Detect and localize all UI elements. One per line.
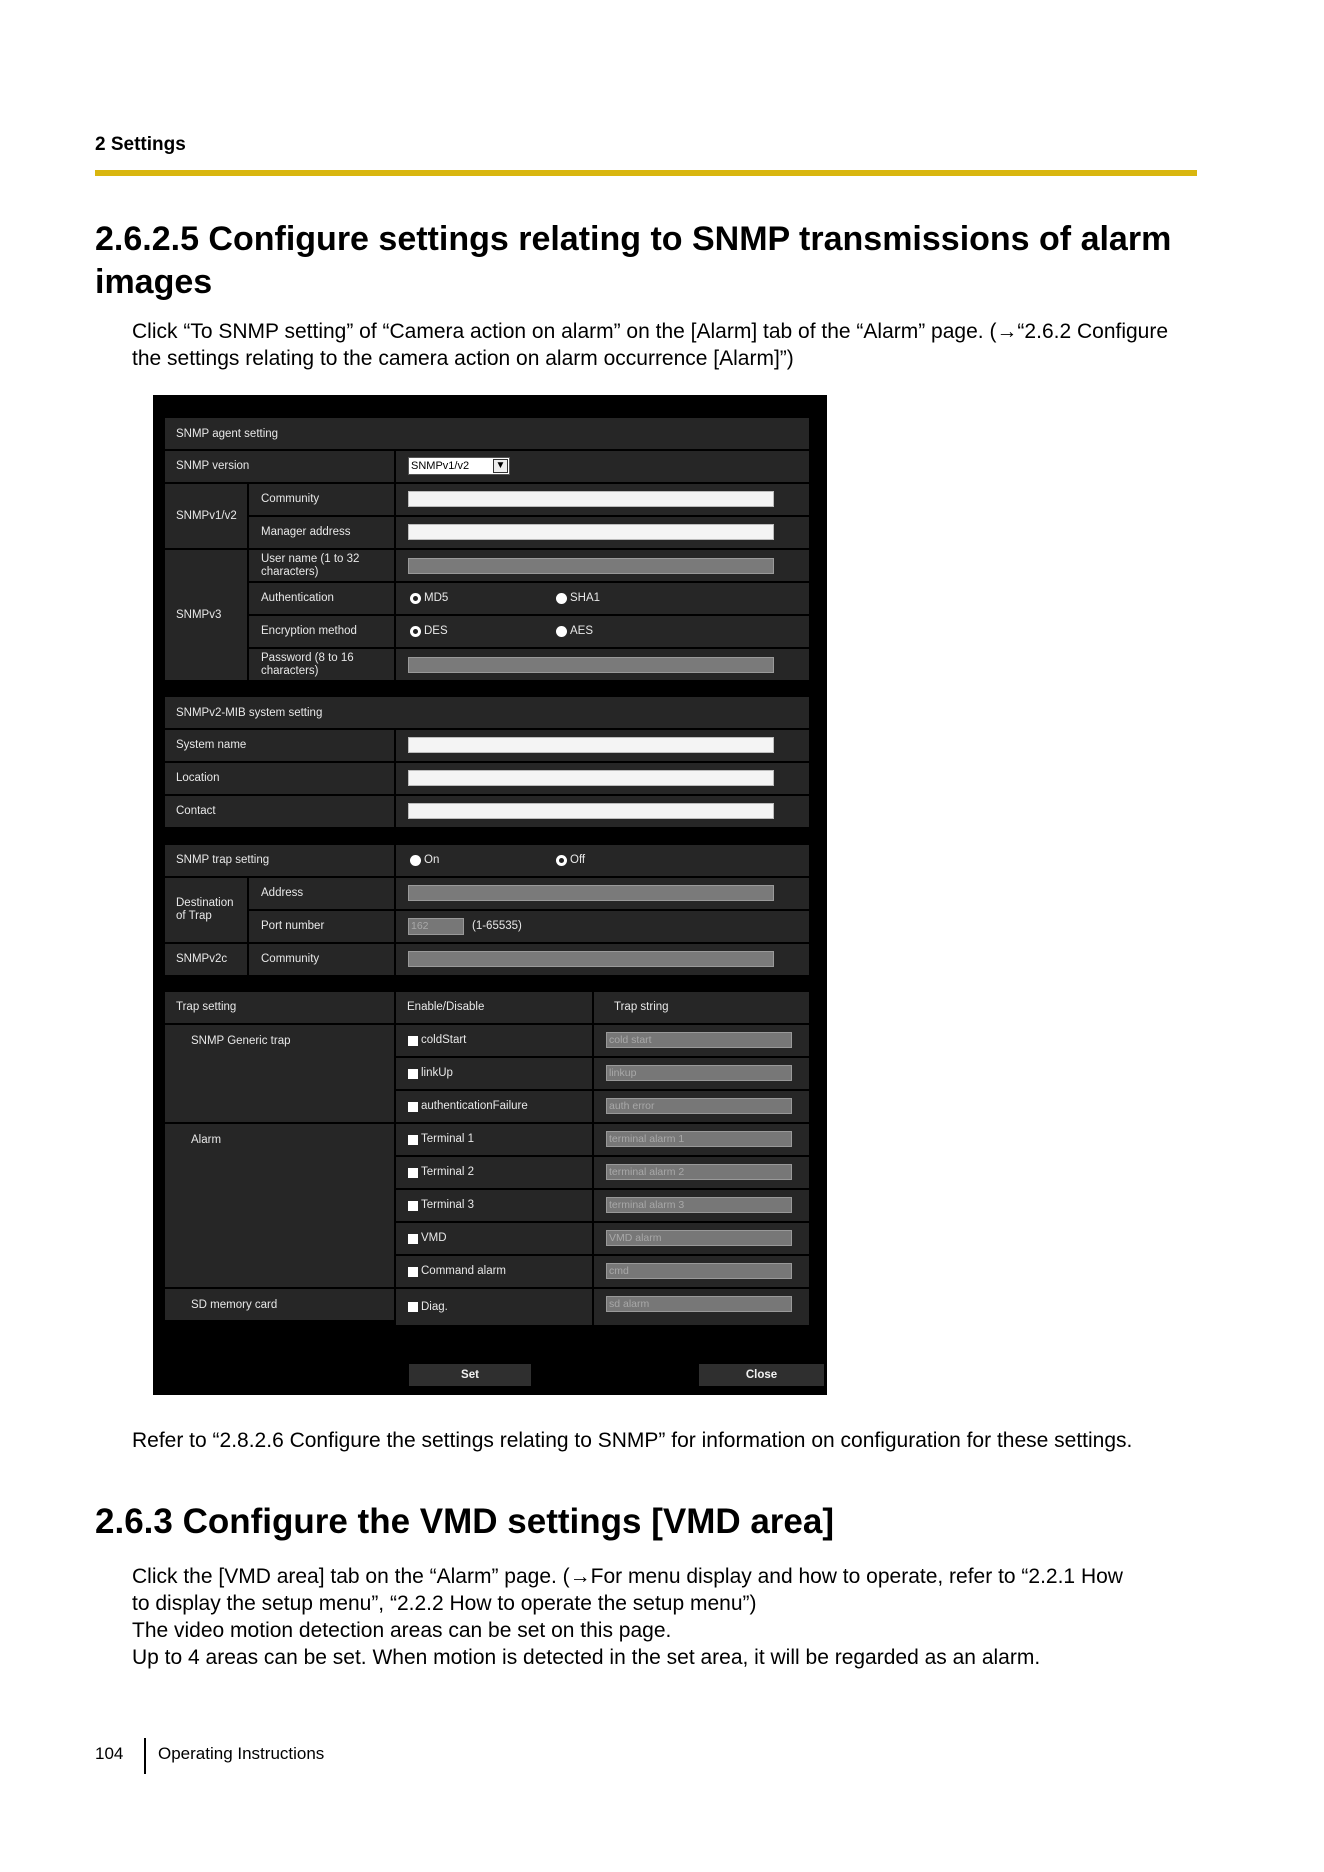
contact-cell bbox=[396, 796, 809, 827]
system-name-input[interactable] bbox=[408, 737, 774, 753]
contact-input[interactable] bbox=[408, 803, 774, 819]
system-name-label: System name bbox=[165, 730, 394, 761]
trap-community-input[interactable] bbox=[408, 951, 774, 967]
linkup-string-input[interactable]: linkup bbox=[606, 1065, 792, 1081]
port-range-hint: (1-65535) bbox=[472, 920, 522, 932]
enc-des-option[interactable]: DES bbox=[410, 616, 448, 647]
checkbox-icon bbox=[408, 1102, 418, 1112]
sd-card-trap-group: SD memory card bbox=[165, 1289, 394, 1320]
trap-row-string bbox=[594, 1289, 809, 1325]
trap-row-string bbox=[594, 1223, 809, 1254]
vmd-line-1: Click the [VMD area] tab on the “Alarm” page. (→For menu display and how to operate, refer to “2.2.1 How bbox=[132, 1565, 1123, 1588]
port-number-label: Port number bbox=[249, 911, 394, 942]
trap-row-enable bbox=[396, 1190, 592, 1221]
authentication-cell bbox=[396, 583, 809, 614]
password-cell bbox=[396, 649, 809, 680]
refer-paragraph: Refer to “2.8.2.6 Configure the settings relating to SNMP” for information on configuration for these settings. bbox=[132, 1429, 1133, 1452]
v2c-group-label: SNMPv2c bbox=[165, 944, 247, 975]
radio-selected-icon bbox=[410, 593, 421, 604]
section-heading-2625: 2.6.2.5 Configure settings relating to SNMP transmissions of alarm images bbox=[95, 220, 1172, 301]
contact-label: Contact bbox=[165, 796, 394, 827]
diag-string-input[interactable]: sd alarm bbox=[606, 1296, 792, 1312]
terminal3-checkbox[interactable]: Terminal 3 bbox=[408, 1190, 474, 1221]
trap-on-option[interactable]: On bbox=[410, 845, 439, 876]
command-alarm-string-input[interactable]: cmd bbox=[606, 1263, 792, 1279]
snmp-version-value: SNMPv1/v2 bbox=[411, 460, 470, 472]
password-input[interactable] bbox=[408, 657, 774, 673]
vmd-checkbox[interactable]: VMD bbox=[408, 1223, 447, 1254]
intro-line-1: Click “To SNMP setting” of “Camera action on alarm” on the [Alarm] tab of the “Alarm” page. (→“2.6.2 Configure bbox=[132, 320, 1169, 343]
trap-row-string bbox=[594, 1256, 809, 1287]
enc-aes-option[interactable]: AES bbox=[556, 616, 593, 647]
trap-address-input[interactable] bbox=[408, 885, 774, 901]
radio-selected-icon bbox=[410, 626, 421, 637]
auth-md5-option[interactable]: MD5 bbox=[410, 583, 448, 614]
encryption-label: Encryption method bbox=[249, 616, 394, 647]
alarm-trap-group: Alarm bbox=[165, 1124, 394, 1287]
section-label: 2 Settings bbox=[95, 134, 186, 155]
page-number: 104 bbox=[95, 1744, 124, 1763]
trap-row-enable bbox=[396, 1223, 592, 1254]
trap-setting-title: Trap setting bbox=[165, 992, 394, 1023]
port-number-input[interactable]: 162 bbox=[408, 918, 464, 935]
diag-checkbox[interactable]: Diag. bbox=[408, 1289, 448, 1325]
linkup-checkbox[interactable]: linkUp bbox=[408, 1058, 453, 1089]
trap-community-cell bbox=[396, 944, 809, 975]
location-input[interactable] bbox=[408, 770, 774, 786]
auth-failure-checkbox[interactable]: authenticationFailure bbox=[408, 1091, 528, 1122]
snmp-version-cell bbox=[396, 451, 809, 482]
trap-section-title: SNMP trap setting bbox=[165, 845, 394, 876]
trap-off-option[interactable]: Off bbox=[556, 845, 585, 876]
trap-row-string bbox=[594, 1157, 809, 1188]
authentication-label: Authentication bbox=[249, 583, 394, 614]
enable-disable-header: Enable/Disable bbox=[396, 992, 592, 1023]
snmp-settings-screenshot bbox=[153, 395, 827, 1395]
checkbox-icon bbox=[408, 1168, 418, 1178]
encryption-cell bbox=[396, 616, 809, 647]
vmd-line-3: The video motion detection areas can be set on this page. bbox=[132, 1619, 672, 1642]
vmd-line-4: Up to 4 areas can be set. When motion is detected in the set area, it will be regarded as an alarm. bbox=[132, 1646, 1041, 1669]
checkbox-icon bbox=[408, 1267, 418, 1277]
manager-address-label: Manager address bbox=[249, 517, 394, 548]
community-input[interactable] bbox=[408, 491, 774, 507]
radio-selected-icon bbox=[556, 855, 567, 866]
intro-line-2: the settings relating to the camera action on alarm occurrence [Alarm]”) bbox=[132, 347, 794, 370]
footer-divider bbox=[144, 1738, 146, 1774]
snmp-version-label: SNMP version bbox=[165, 451, 394, 482]
community-cell bbox=[396, 484, 809, 515]
trap-community-label: Community bbox=[249, 944, 394, 975]
username-cell bbox=[396, 550, 809, 581]
auth-failure-string-input[interactable]: auth error bbox=[606, 1098, 792, 1114]
username-input[interactable] bbox=[408, 558, 774, 574]
password-label: Password (8 to 16 characters) bbox=[249, 649, 394, 680]
trap-row-enable bbox=[396, 1091, 592, 1122]
checkbox-icon bbox=[408, 1201, 418, 1211]
terminal2-checkbox[interactable]: Terminal 2 bbox=[408, 1157, 474, 1188]
trap-row-enable bbox=[396, 1289, 592, 1325]
terminal1-string-input[interactable]: terminal alarm 1 bbox=[606, 1131, 792, 1147]
trap-row-enable bbox=[396, 1157, 592, 1188]
vmd-line-2: to display the setup menu”, “2.2.2 How to operate the setup menu”) bbox=[132, 1592, 757, 1615]
coldstart-string-input[interactable]: cold start bbox=[606, 1032, 792, 1048]
trap-address-label: Address bbox=[249, 878, 394, 909]
coldstart-checkbox[interactable]: coldStart bbox=[408, 1025, 466, 1056]
trap-string-header: Trap string bbox=[594, 992, 809, 1023]
terminal2-string-input[interactable]: terminal alarm 2 bbox=[606, 1164, 792, 1180]
radio-icon bbox=[556, 593, 567, 604]
checkbox-icon bbox=[408, 1302, 418, 1312]
username-label: User name (1 to 32 characters) bbox=[249, 550, 394, 581]
trap-row-string bbox=[594, 1025, 809, 1056]
generic-trap-group: SNMP Generic trap bbox=[165, 1025, 394, 1122]
auth-sha1-option[interactable]: SHA1 bbox=[556, 583, 600, 614]
trap-row-string bbox=[594, 1058, 809, 1089]
checkbox-icon bbox=[408, 1069, 418, 1079]
location-label: Location bbox=[165, 763, 394, 794]
trap-row-enable bbox=[396, 1058, 592, 1089]
v1v2-group-label: SNMPv1/v2 bbox=[165, 484, 247, 548]
set-button[interactable]: Set bbox=[409, 1364, 531, 1386]
close-button[interactable]: Close bbox=[699, 1364, 824, 1386]
v3-group-label: SNMPv3 bbox=[165, 550, 247, 680]
section-heading-263: 2.6.3 Configure the VMD settings [VMD area] bbox=[95, 1502, 835, 1541]
checkbox-icon bbox=[408, 1135, 418, 1145]
trap-row-enable bbox=[396, 1256, 592, 1287]
terminal1-checkbox[interactable]: Terminal 1 bbox=[408, 1124, 474, 1155]
terminal3-string-input[interactable]: terminal alarm 3 bbox=[606, 1197, 792, 1213]
trap-row-string bbox=[594, 1190, 809, 1221]
community-label: Community bbox=[249, 484, 394, 515]
agent-section-title: SNMP agent setting bbox=[165, 418, 809, 449]
radio-icon bbox=[556, 626, 567, 637]
trap-row-enable bbox=[396, 1124, 592, 1155]
radio-icon bbox=[410, 855, 421, 866]
manager-address-cell bbox=[396, 517, 809, 548]
trap-row-string bbox=[594, 1091, 809, 1122]
system-name-cell bbox=[396, 730, 809, 761]
trap-address-cell bbox=[396, 878, 809, 909]
trap-row-enable bbox=[396, 1025, 592, 1056]
command-alarm-checkbox[interactable]: Command alarm bbox=[408, 1256, 506, 1287]
footer-doc-title: Operating Instructions bbox=[158, 1744, 325, 1763]
trap-row-string bbox=[594, 1124, 809, 1155]
trap-onoff-cell bbox=[396, 845, 809, 876]
chevron-down-icon: ▼ bbox=[493, 459, 508, 473]
checkbox-icon bbox=[408, 1036, 418, 1046]
checkbox-icon bbox=[408, 1234, 418, 1244]
vmd-string-input[interactable]: VMD alarm bbox=[606, 1230, 792, 1246]
location-cell bbox=[396, 763, 809, 794]
mib-section-title: SNMPv2-MIB system setting bbox=[165, 697, 809, 728]
manager-address-input[interactable] bbox=[408, 524, 774, 540]
header-rule bbox=[95, 170, 1197, 176]
port-number-cell bbox=[396, 911, 809, 942]
snmp-version-select[interactable] bbox=[408, 457, 510, 475]
destination-group-label: Destination of Trap bbox=[165, 878, 247, 942]
